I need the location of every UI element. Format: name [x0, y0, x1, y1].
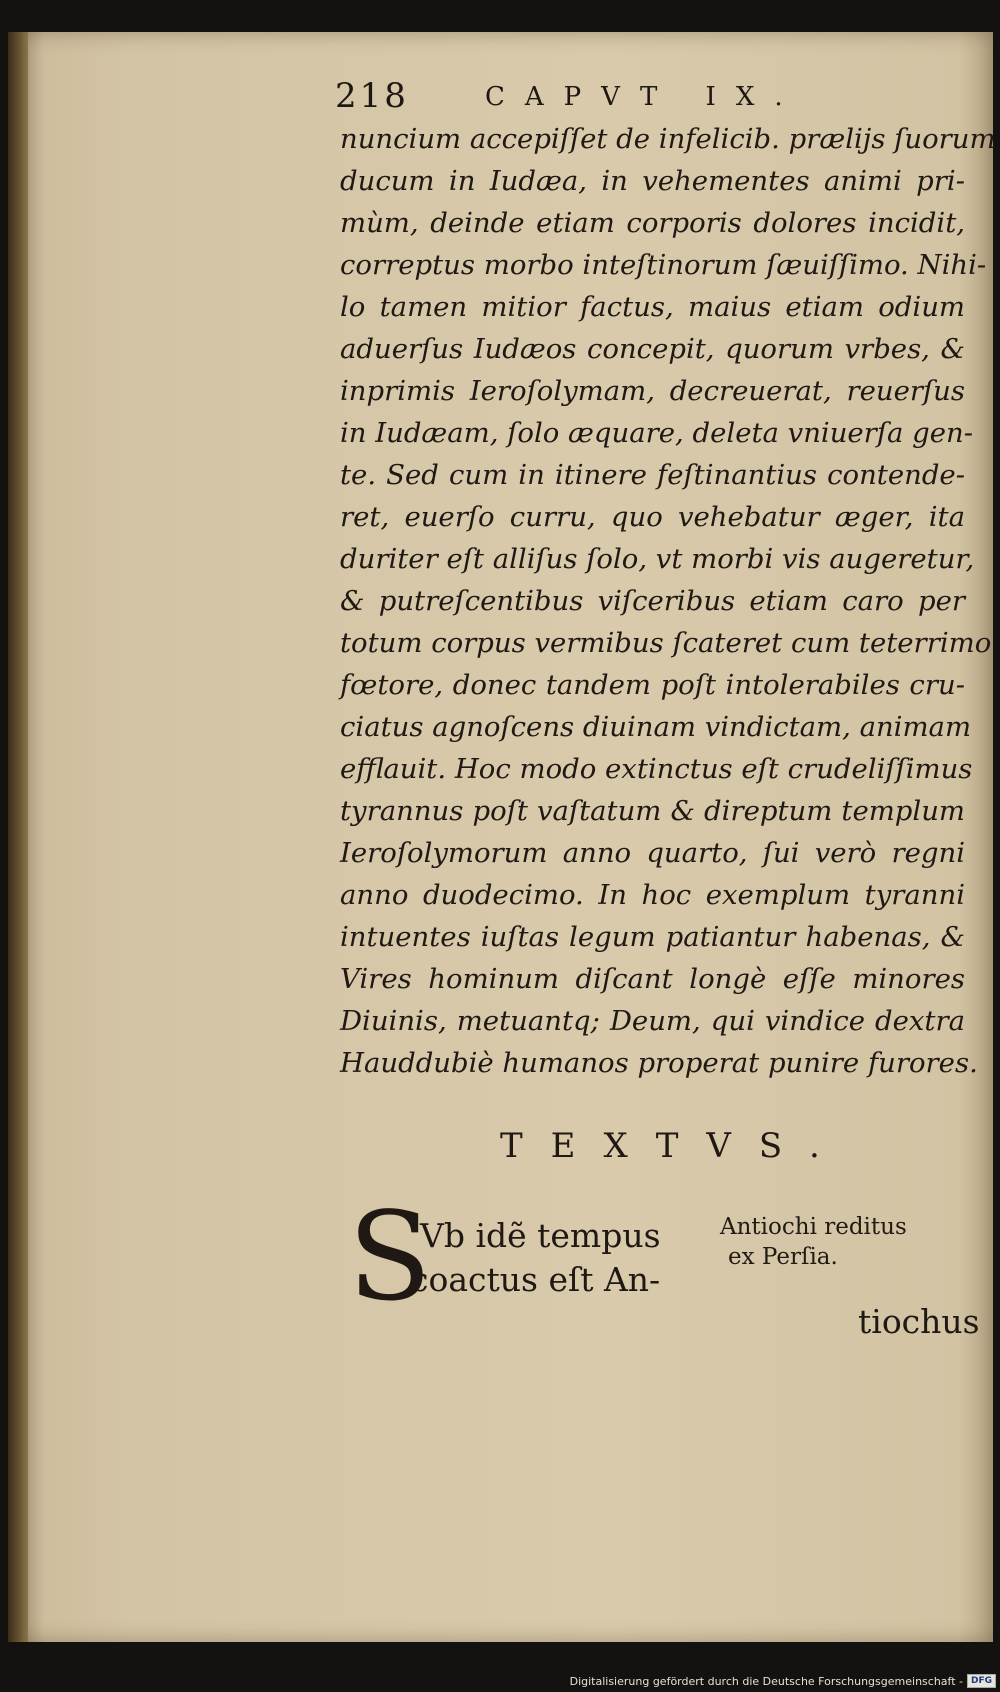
textus-line-2: coactus eſt An-: [410, 1260, 661, 1299]
textus-line-1: Vb idẽ tempus: [420, 1216, 661, 1255]
text-line: nuncium accepiſſet de infelicib. prælijs ſuorum: [340, 123, 996, 155]
drop-cap: S: [348, 1186, 432, 1328]
digitization-footer: [570, 1674, 996, 1688]
text-line: aduerſus Iudæos concepit, quorum vrbes, &: [340, 333, 965, 365]
text-line: in Iudæam, ſolo æquare, deleta vniuerſa gen-: [340, 417, 974, 449]
text-line: efflauit. Hoc modo extinctus eſt crudeliſſimus: [340, 753, 973, 785]
text-line: ciatus agnoſcens diuinam vindictam, animam: [340, 711, 972, 743]
text-line: ret, euerſo curru, quo vehebatur æger, ita: [340, 501, 965, 533]
textus-line-3: tiochus: [858, 1302, 980, 1341]
marginal-note: [720, 1210, 980, 1274]
text-line: totum corpus vermibus ſcateret cum teterrimo: [340, 627, 992, 659]
dfg-logo: DFG: [967, 1674, 996, 1688]
text-line: intuentes iuſtas legum patiantur habenas, &: [340, 921, 965, 953]
text-line: tyrannus poſt vaſtatum & direptum templum: [340, 795, 965, 827]
text-line: ducum in Iudæa, in vehementes animi pri-: [340, 165, 965, 197]
text-line: fœtore, donec tandem poſt intolerabiles cru-: [340, 669, 965, 701]
text-line: Hauddubiè humanos properat punire furores.: [340, 1047, 978, 1079]
marginal-note-line: ex Perſia.: [728, 1244, 838, 1270]
text-line: & putreſcentibus viſceribus etiam caro per: [340, 585, 965, 617]
running-head: CAPVT IX.: [485, 82, 803, 112]
text-line: Vires hominum diſcant longè eſſe minores: [340, 963, 965, 995]
body-text: [340, 118, 996, 1084]
text-line: inprimis Ieroſolymam, decreuerat, reuerſus: [340, 375, 965, 407]
text-line: anno duodecimo. In hoc exemplum tyranni: [340, 879, 965, 911]
text-line: te. Sed cum in itinere feſtinantius contende-: [340, 459, 965, 491]
footer-credit: Digitalisierung gefördert durch die Deutsche Forschungsgemeinschaft -: [569, 1674, 963, 1688]
text-line: correptus morbo inteſtinorum ſæuiſſimo. Nihi-: [340, 249, 987, 281]
text-line: lo tamen mitior factus, maius etiam odium: [340, 291, 965, 323]
page-number: 218: [335, 76, 409, 116]
text-line: duriter eſt alliſus ſolo, vt morbi vis augeretur,: [340, 543, 975, 575]
book-binding-edge: [8, 32, 28, 1642]
marginal-note-line: Antiochi reditus: [720, 1214, 907, 1240]
section-heading: TEXTVS.: [500, 1126, 848, 1166]
text-line: Diuinis, metuantq; Deum, qui vindice dextra: [340, 1005, 965, 1037]
text-line: Ieroſolymorum anno quarto, ſui verò regni: [340, 837, 965, 869]
text-line: mùm, deinde etiam corporis dolores incidit,: [340, 207, 965, 239]
